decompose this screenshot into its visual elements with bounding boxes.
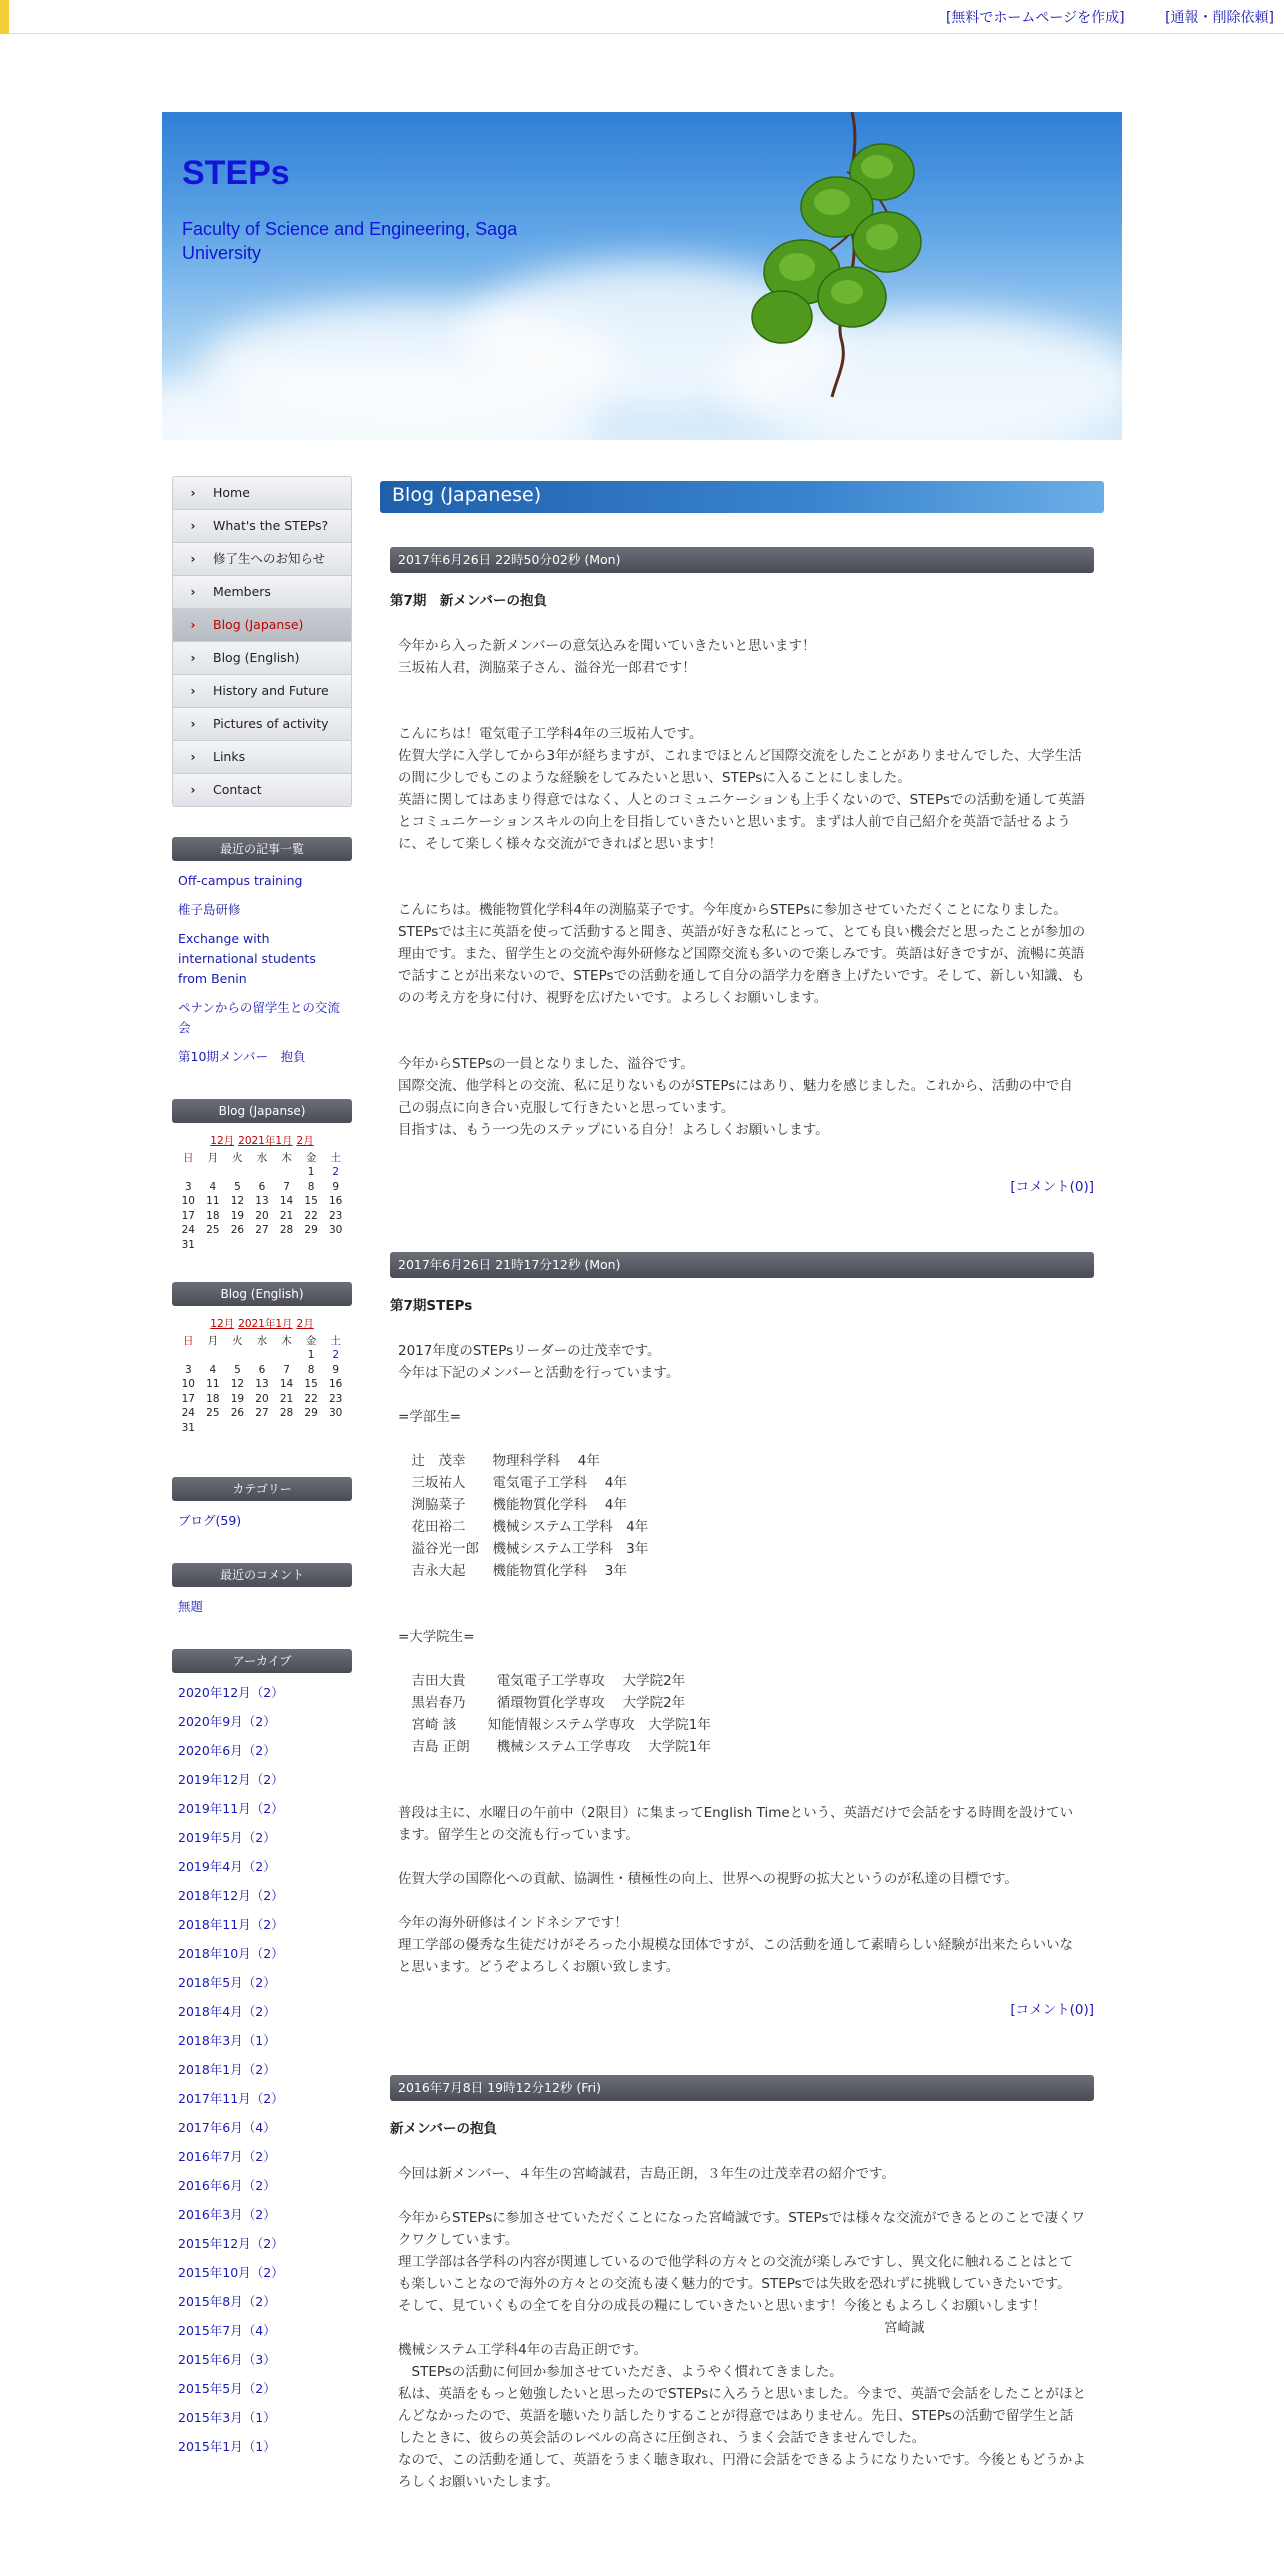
archive-link[interactable]: 2017年11月（2）	[178, 2091, 284, 2106]
archive-link[interactable]: 2015年6月（3）	[178, 2352, 276, 2367]
archive-link[interactable]: 2019年4月（2）	[178, 1859, 276, 1874]
archive-link[interactable]: 2015年7月（4）	[178, 2323, 276, 2338]
nav-label: What's the STEPs?	[213, 518, 329, 533]
nav-label: Links	[213, 749, 246, 764]
calendar-weekday: 日	[183, 1335, 194, 1347]
calendar-day: 21	[279, 1392, 294, 1405]
calendar-day	[323, 1238, 348, 1253]
calendar-day: 2	[332, 1166, 340, 1179]
calendar-day	[201, 1421, 226, 1436]
calendar-day: 3	[184, 1180, 192, 1193]
calendar-weekday: 水	[256, 1335, 268, 1347]
calendar-day	[225, 1348, 250, 1363]
calendar-day: 19	[230, 1209, 245, 1222]
calendar-english-heading: Blog (English)	[172, 1282, 352, 1306]
calendar-current-month-link[interactable]: 2021年1月	[238, 1318, 293, 1330]
calendar-day: 23	[329, 1209, 343, 1222]
calendar-day: 1	[307, 1349, 315, 1362]
nav-item-members[interactable]	[173, 576, 351, 609]
calendar-weekday: 木	[281, 1152, 292, 1164]
calendar-weekday: 月	[207, 1335, 219, 1347]
calendar-day: 26	[230, 1407, 245, 1420]
sidebar	[172, 476, 352, 2466]
calendar-day: 18	[206, 1209, 220, 1222]
entry-date: 2017年6月26日 22時50分02秒 (Mon)	[390, 547, 1094, 573]
calendar-day: 16	[329, 1378, 343, 1391]
entry-date: 2017年6月26日 21時17分12秒 (Mon)	[390, 1252, 1094, 1278]
recent-post-link[interactable]: Off-campus training	[178, 873, 303, 888]
archive-link[interactable]: 2020年12月（2）	[178, 1685, 284, 1700]
categories-list	[172, 1501, 352, 1531]
archive-link[interactable]: 2018年5月（2）	[178, 1975, 276, 1990]
archive-link[interactable]: 2016年3月（2）	[178, 2207, 276, 2222]
calendar-day	[201, 1238, 226, 1253]
archive-link[interactable]: 2015年10月（2）	[178, 2265, 284, 2280]
blog-entry	[390, 1252, 1094, 2018]
calendar-grid	[176, 1333, 348, 1435]
nav-label: Blog (English)	[213, 650, 300, 665]
archive-link[interactable]: 2019年5月（2）	[178, 1830, 276, 1845]
calendar-day: 6	[258, 1180, 266, 1193]
nav-item-alumni-notice[interactable]	[173, 543, 351, 576]
calendar-day: 8	[307, 1180, 315, 1193]
calendar-prev-month-link[interactable]: 12月	[210, 1318, 235, 1330]
archive-link[interactable]: 2015年8月（2）	[178, 2294, 276, 2309]
chevron-right-icon: ›	[190, 750, 196, 764]
archive-link[interactable]: 2018年11月（2）	[178, 1917, 284, 1932]
archive-link[interactable]: 2019年11月（2）	[178, 1801, 284, 1816]
calendar-weekday: 金	[305, 1152, 317, 1164]
calendar-day: 24	[181, 1224, 195, 1237]
calendar-weekday: 木	[281, 1335, 292, 1347]
create-homepage-link[interactable]: [無料でホームページを作成]	[945, 10, 1125, 26]
nav-label: History and Future	[213, 683, 329, 698]
top-links	[910, 7, 1274, 27]
recent-comments-heading: 最近のコメント	[172, 1563, 352, 1587]
nav-label: Blog (Japanse)	[213, 617, 304, 632]
calendar-day: 31	[181, 1421, 195, 1434]
nav-label: Home	[213, 485, 250, 500]
calendar-weekday: 日	[183, 1152, 194, 1164]
calendar-day: 20	[255, 1392, 269, 1405]
calendar-day: 26	[230, 1224, 245, 1237]
site-header	[162, 112, 1122, 440]
calendar-grid	[176, 1150, 348, 1252]
calendar-day	[250, 1238, 275, 1253]
calendar-weekday: 土	[330, 1335, 341, 1347]
nav-label: 修了生へのお知らせ	[213, 551, 326, 566]
archive-link[interactable]: 2018年12月（2）	[178, 1888, 284, 1903]
calendar-day: 9	[332, 1363, 340, 1376]
nav-item-whats-steps[interactable]	[173, 510, 351, 543]
calendar-day: 19	[230, 1392, 245, 1405]
nav-label: Members	[213, 584, 271, 599]
calendar-weekday: 土	[330, 1152, 341, 1164]
calendar-day	[225, 1421, 250, 1436]
recent-posts-heading: 最近の記事一覧	[172, 837, 352, 861]
calendar-day	[250, 1165, 275, 1180]
entry-title[interactable]: 新メンバーの抱負	[390, 2121, 498, 2137]
calendar-day: 20	[255, 1209, 269, 1222]
calendar-day: 15	[304, 1378, 318, 1391]
calendar-day: 15	[304, 1195, 318, 1208]
calendar-day: 7	[283, 1363, 290, 1376]
chevron-right-icon: ›	[190, 717, 196, 731]
calendar-day: 22	[304, 1392, 318, 1405]
nav-item-history[interactable]	[173, 675, 351, 708]
calendar-day: 17	[181, 1392, 195, 1405]
archive-link[interactable]: 2018年4月（2）	[178, 2004, 276, 2019]
nav-item-blog-japanese[interactable]	[173, 609, 351, 642]
archive-link[interactable]: 2018年1月（2）	[178, 2062, 276, 2077]
site-title[interactable]: STEPs	[182, 154, 290, 192]
category-link[interactable]: ブログ(59)	[178, 1513, 242, 1528]
top-bar	[0, 0, 1284, 34]
calendar-english	[176, 1316, 348, 1435]
chevron-right-icon: ›	[190, 783, 196, 797]
leaf-branch-icon	[722, 112, 922, 402]
archive-link[interactable]: 2017年6月（4）	[178, 2120, 276, 2135]
calendar-day	[299, 1421, 324, 1436]
site-subtitle: Faculty of Science and Engineering, Saga University	[182, 219, 518, 263]
chevron-right-icon: ›	[190, 552, 196, 566]
archive-link[interactable]: 2019年12月（2）	[178, 1772, 284, 1787]
calendar-day: 24	[181, 1407, 195, 1420]
calendar-day	[299, 1238, 324, 1253]
calendar-day: 31	[181, 1238, 195, 1251]
calendar-month-nav	[176, 1133, 348, 1148]
archive-link[interactable]: 2018年10月（2）	[178, 1946, 284, 1961]
calendar-day: 14	[279, 1195, 294, 1208]
entry-title[interactable]: 第7期 新メンバーの抱負	[390, 593, 547, 609]
calendar-day	[250, 1421, 275, 1436]
calendar-day: 21	[279, 1209, 294, 1222]
page-title: Blog (Japanese)	[380, 481, 1104, 513]
recent-comment-link[interactable]: 無題	[178, 1599, 204, 1614]
calendar-day: 29	[304, 1224, 318, 1237]
recent-post-link[interactable]: ペナンからの留学生との交流会	[178, 1000, 340, 1035]
calendar-day: 2	[332, 1349, 340, 1362]
calendar-day	[323, 1421, 348, 1436]
recent-post-link[interactable]: Exchange with international students from Benin	[178, 931, 316, 986]
calendar-day: 22	[304, 1209, 318, 1222]
calendar-day: 11	[206, 1378, 220, 1391]
calendar-day: 28	[279, 1224, 294, 1237]
calendar-day: 12	[230, 1378, 245, 1391]
calendar-day	[274, 1165, 299, 1180]
categories-heading: カテゴリー	[172, 1477, 352, 1501]
calendar-day: 23	[329, 1392, 343, 1405]
blog-entry	[390, 547, 1094, 1195]
calendar-weekday: 水	[256, 1152, 268, 1164]
calendar-day: 8	[307, 1363, 315, 1376]
entry-title[interactable]: 第7期STEPs	[390, 1298, 473, 1314]
calendar-day: 5	[234, 1180, 241, 1193]
archive-link[interactable]: 2015年12月（2）	[178, 2236, 284, 2251]
archives-list	[172, 1673, 352, 2457]
chevron-right-icon: ›	[190, 618, 196, 632]
calendar-day	[225, 1165, 250, 1180]
calendar-day: 1	[307, 1166, 315, 1179]
chevron-right-icon: ›	[190, 651, 196, 665]
calendar-weekday: 月	[207, 1152, 219, 1164]
comment-link-text[interactable]: [コメント(0)]	[1010, 2002, 1094, 2018]
calendar-weekday: 金	[305, 1335, 317, 1347]
calendar-day	[201, 1165, 226, 1180]
calendar-day: 13	[255, 1195, 269, 1208]
calendar-day: 27	[255, 1407, 269, 1420]
calendar-day: 14	[279, 1378, 294, 1391]
calendar-day: 10	[181, 1378, 195, 1391]
nav-item-links[interactable]	[173, 741, 351, 774]
calendar-day	[201, 1348, 226, 1363]
recent-comments-list	[172, 1587, 352, 1617]
calendar-day: 18	[206, 1392, 220, 1405]
main-content	[380, 481, 1104, 2493]
comment-link-text[interactable]: [コメント(0)]	[1010, 1179, 1094, 1195]
nav-item-contact[interactable]	[173, 774, 351, 806]
calendar-next-month-link[interactable]: 2月	[296, 1135, 314, 1147]
archive-link[interactable]: 2016年6月（2）	[178, 2178, 276, 2193]
recent-post-link[interactable]: 第10期メンバー 抱負	[178, 1049, 306, 1064]
archive-link[interactable]: 2018年3月（1）	[178, 2033, 276, 2048]
main-nav	[172, 476, 352, 807]
calendar-day: 4	[209, 1363, 217, 1376]
archive-link[interactable]: 2016年7月（2）	[178, 2149, 276, 2164]
chevron-right-icon: ›	[190, 519, 196, 533]
calendar-day	[250, 1348, 275, 1363]
calendar-japanese	[176, 1133, 348, 1252]
entry-body: 2017年度のSTEPsリーダーの辻茂幸です。 今年は下記のメンバーと活動を行っています。 =学部生= 辻 茂幸 物理科学科 4年 三坂祐人 電気電子工学科 4年 渕脇菜子 機能物質化学科 4年 花田裕二 機械システム工学科 4年 溢谷光一郎 機械システム工学科 3年 吉永大起 機能物質化学科 3年 =大学院生= 吉田大貴 電気電子工学専攻 大学院2年 黒岩春乃 循環物質化学専攻 大学院2年 宮崎 該 知能情報システム学専攻 大学院1年 吉島 正朗 機械システム工学専攻 大学院1年 普段は主に、水曜日の午前中（2限目）に集まってEnglish Timeという、英語だけで会話をする時間を設けています。留学生との交流も行っています。 佐賀大学の国際化への貢献、協調性・積極性の向上、世界への視野の拡大というのが私達の目標です。 今年の海外研修はインドネシアです！ 理工学部の優秀な生徒だけがそろった小規模な団体ですが、この活動を通して素晴らしい経験が出来たらいいなと思います。どうぞよろしくお願い致します。	[398, 1343, 1074, 1975]
entry-body: 今回は新メンバー、４年生の宮崎誠君，吉島正朗，３年生の辻茂幸君の紹介です。 今年からSTEPsに参加させていただくことになった宮崎誠です。STEPsでは様々な交流ができるとのことで凄くワクワクしています。 理工学部は各学科の内容が関連しているので他学科の方々との交流が楽しみですし、異文化に触れることはとても楽しいことなので海外の方々との交流も凄く魅力的です。STEPsでは失敗を恐れずに挑戦していきたいです。 そして、見ていくもの全てを自分の成長の糧にしていきたいと思います！今後ともよろしくお願いします！ 宮崎誠 機械システム工学科4年の吉島正朗です。 STEPsの活動に何回か参加させていただき、ようやく慣れてきました。 私は、英語をもっと勉強したいと思ったのでSTEPsに入ろうと思いました。今まで、英語で会話をしたことがほとんどなかったので、英語を聴いたり話したりすることが得意ではありません。先日、STEPsの活動で留学生と話したときに、彼らの英会話のレベルの高さに圧倒され、うまく会話できませんでした。 なので、この活動を通して、英語をうまく聴き取れ、円滑に会話をできるようになりたいです。今後ともどうかよろしくお願いいたします。	[398, 2166, 1087, 2490]
calendar-day: 17	[181, 1209, 195, 1222]
chevron-right-icon: ›	[190, 585, 196, 599]
nav-label: Pictures of activity	[213, 716, 329, 731]
calendar-day: 25	[206, 1407, 220, 1420]
chevron-right-icon: ›	[190, 486, 196, 500]
calendar-day: 25	[206, 1224, 220, 1237]
calendar-day: 11	[206, 1195, 220, 1208]
calendar-day: 16	[329, 1195, 343, 1208]
calendar-day	[274, 1238, 299, 1253]
recent-post-link[interactable]: 椎子島研修	[178, 902, 241, 917]
calendar-day: 13	[255, 1378, 269, 1391]
entry-body: 今年から入った新メンバーの意気込みを聞いていきたいと思います！ 三坂祐人君，渕脇菜子さん、溢谷光一郎君です！ こんにちは！電気電子工学科4年の三坂祐人です。 佐賀大学に入学してから3年が経ちますが、これまでほとんど国際交流をしたことがありませんでした、大学生活の間に少しでもこのような経験をしてみたいと思い、STEPsに入ることにしました。 英語に関してはあまり得意ではなく、人とのコミュニケーションも上手くないので、STEPsでの活動を通して英語とコミュニケーションスキルの向上を目指していきたいと思います。まずは人前で自己紹介を英語で話せるように、そして楽しく様々な交流ができればと思います！ こんにちは。機能物質化学科4年の渕脇菜子です。今年度からSTEPsに参加させていただくことになりました。STEPsでは主に英語を使って活動すると聞き、英語が好きな私にとって、とても良い機会だと思ったことが参加の理由です。また、留学生との交流や海外研修など国際交流も多いので楽しみです。英語は好きですが、流暢に英語で話すことが出来ないので、STEPsでの活動を通して自分の語学力を磨き上げたいです。そして、新しい知識、ものの考え方を身に付け、視野を広げたいです。よろしくお願いします。 今年からSTEPsの一員となりました、溢谷です。 国際交流、他学科との交流、私に足りないものがSTEPsにはあり、魅力を感じました。これから、活動の中で自己の弱点に向き合い克服して行きたいと思っています。 目指すは、もう一つ先のステップにいる自分！よろしくお願いします。	[398, 638, 1086, 1138]
calendar-day	[274, 1348, 299, 1363]
calendar-day: 30	[329, 1407, 343, 1420]
calendar-day: 9	[332, 1180, 340, 1193]
archive-link[interactable]: 2020年9月（2）	[178, 1714, 276, 1729]
archive-link[interactable]: 2020年6月（2）	[178, 1743, 276, 1758]
calendar-day: 10	[181, 1195, 195, 1208]
archive-link[interactable]: 2015年1月（1）	[178, 2439, 276, 2454]
nav-label: Contact	[213, 782, 262, 797]
calendar-day: 6	[258, 1363, 266, 1376]
calendar-prev-month-link[interactable]: 12月	[210, 1135, 235, 1147]
calendar-next-month-link[interactable]: 2月	[296, 1318, 314, 1330]
archive-link[interactable]: 2015年5月（2）	[178, 2381, 276, 2396]
archives-heading: アーカイブ	[172, 1649, 352, 1673]
calendar-japanese-heading: Blog (Japanse)	[172, 1099, 352, 1123]
calendar-day	[176, 1348, 201, 1363]
calendar-weekday: 火	[232, 1335, 243, 1347]
calendar-day	[225, 1238, 250, 1253]
calendar-current-month-link[interactable]: 2021年1月	[238, 1135, 293, 1147]
calendar-day: 4	[209, 1180, 217, 1193]
calendar-day: 29	[304, 1407, 318, 1420]
calendar-day: 7	[283, 1180, 290, 1193]
blog-entry	[390, 2075, 1094, 2493]
calendar-day	[176, 1165, 201, 1180]
nav-item-home[interactable]	[173, 477, 351, 510]
calendar-day: 12	[230, 1195, 245, 1208]
calendar-day: 3	[184, 1363, 192, 1376]
calendar-day: 27	[255, 1224, 269, 1237]
report-link[interactable]: [通報・削除依頼]	[1165, 10, 1274, 26]
comment-link	[390, 1998, 1094, 2018]
nav-item-pictures[interactable]	[173, 708, 351, 741]
comment-link	[390, 1175, 1094, 1195]
entry-date: 2016年7月8日 19時12分12秒 (Fri)	[390, 2075, 1094, 2101]
recent-posts-list	[172, 861, 352, 1067]
calendar-day: 30	[329, 1224, 343, 1237]
calendar-day: 5	[234, 1363, 241, 1376]
calendar-day: 28	[279, 1407, 294, 1420]
archive-link[interactable]: 2015年3月（1）	[178, 2410, 276, 2425]
chevron-right-icon: ›	[190, 684, 196, 698]
brand-icon	[0, 0, 9, 34]
nav-item-blog-english[interactable]	[173, 642, 351, 675]
calendar-month-nav	[176, 1316, 348, 1331]
calendar-day	[274, 1421, 299, 1436]
calendar-weekday: 火	[232, 1152, 243, 1164]
